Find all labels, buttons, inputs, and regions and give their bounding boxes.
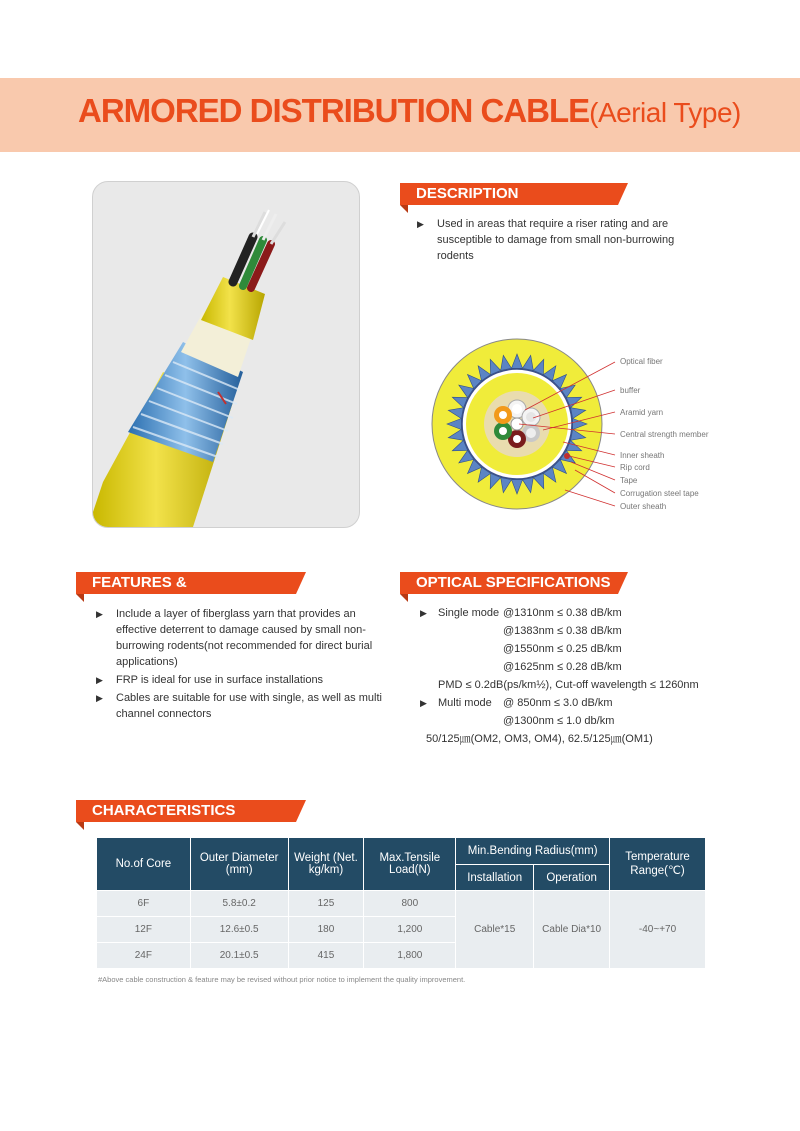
header-bending: Min.Bending Radius(mm) xyxy=(456,838,610,865)
label-outer-sheath: Outer sheath xyxy=(620,502,667,511)
cell-temperature: -40~+70 xyxy=(610,891,706,969)
header-weight: Weight (Net. kg/km) xyxy=(288,838,364,891)
description-header: DESCRIPTION xyxy=(400,183,618,205)
cell-weight: 125 xyxy=(288,891,364,917)
mm-line: @ 850nm ≤ 3.0 dB/km xyxy=(503,697,613,709)
multi-mode-label: Multi mode xyxy=(438,697,492,709)
page-title xyxy=(78,92,741,130)
features-header: FEATURES & APPLICATIONS xyxy=(76,572,296,594)
bullet-arrow-icon: ▶ xyxy=(420,608,427,618)
cell-installation: Cable*15 xyxy=(456,891,534,969)
page-title-sub: (Aerial Type) xyxy=(589,97,741,128)
cable-illustration xyxy=(93,182,359,527)
table-row xyxy=(97,891,706,917)
cross-section-diagram xyxy=(425,338,725,528)
label-corrugation-steel-tape: Corrugation steel tape xyxy=(620,489,699,498)
label-rip-cord: Rip cord xyxy=(620,463,650,472)
cell-core: 24F xyxy=(97,943,191,969)
label-buffer: buffer xyxy=(620,386,641,395)
label-inner-sheath: Inner sheath xyxy=(620,451,665,460)
label-optical-fiber: Optical fiber xyxy=(620,357,663,366)
features-item: ▶ Cables are suitable for use with single, as well as multi channel connectors xyxy=(96,690,396,722)
header-installation: Installation xyxy=(456,865,534,891)
cell-tensile: 1,800 xyxy=(364,943,456,969)
fiber-types-line: 50/125㎛(OM2, OM3, OM4), 62.5/125㎛(OM1) xyxy=(426,733,653,745)
header-temperature: Temperature Range(℃) xyxy=(610,838,706,891)
header-operation: Operation xyxy=(534,865,610,891)
page-title-main: ARMORED DISTRIBUTION CABLE xyxy=(78,92,590,129)
optical-header: OPTICAL SPECIFICATIONS xyxy=(400,572,618,594)
optical-spec-block xyxy=(420,604,740,748)
label-aramid-yarn: Aramid yarn xyxy=(620,408,664,417)
cable-photo xyxy=(92,181,360,528)
sm-line: @1310nm ≤ 0.38 dB/km xyxy=(503,607,622,619)
pmd-line: PMD ≤ 0.2dB(ps/km½), Cut-off wavelength ≤ 1260nm xyxy=(438,679,699,691)
label-tape: Tape xyxy=(620,476,638,485)
cell-tensile: 800 xyxy=(364,891,456,917)
cell-weight: 180 xyxy=(288,917,364,943)
mm-line: @1300nm ≤ 1.0 db/km xyxy=(503,715,615,727)
cell-tensile: 1,200 xyxy=(364,917,456,943)
cell-diameter: 12.6±0.5 xyxy=(190,917,288,943)
cell-operation: Cable Dia*10 xyxy=(534,891,610,969)
single-mode-label: Single mode xyxy=(438,607,500,619)
cell-core: 6F xyxy=(97,891,191,917)
sm-line: @1625nm ≤ 0.28 dB/km xyxy=(503,661,622,673)
sm-line: @1383nm ≤ 0.38 dB/km xyxy=(503,625,622,637)
characteristics-header: CHARACTERISTICS xyxy=(76,800,296,822)
description-item: ▶ Used in areas that require a riser rating and are susceptible to damage from small non-burrowing rodents xyxy=(417,216,697,264)
cable-cross-section xyxy=(425,338,725,533)
label-central-strength-member: Central strength member xyxy=(620,430,709,439)
description-list xyxy=(417,216,697,266)
cell-diameter: 20.1±0.5 xyxy=(190,943,288,969)
cell-core: 12F xyxy=(97,917,191,943)
features-item: ▶ FRP is ideal for use in surface installations xyxy=(96,672,396,688)
bullet-arrow-icon: ▶ xyxy=(420,698,427,708)
features-item: ▶ Include a layer of fiberglass yarn that provides an effective deterrent to damage caused by small non-burrowing rodents(not recommended for direct burial applications) xyxy=(96,606,396,670)
sm-line: @1550nm ≤ 0.25 dB/km xyxy=(503,643,622,655)
header-tensile: Max.Tensile Load(N) xyxy=(364,838,456,891)
footnote: #Above cable construction & feature may be revised without prior notice to implement the quality improvement. xyxy=(98,975,466,984)
cell-weight: 415 xyxy=(288,943,364,969)
features-list xyxy=(96,606,396,724)
characteristics-table xyxy=(96,837,706,969)
header-core: No.of Core xyxy=(97,838,191,891)
cell-diameter: 5.8±0.2 xyxy=(190,891,288,917)
header-diameter: Outer Diameter (mm) xyxy=(190,838,288,891)
